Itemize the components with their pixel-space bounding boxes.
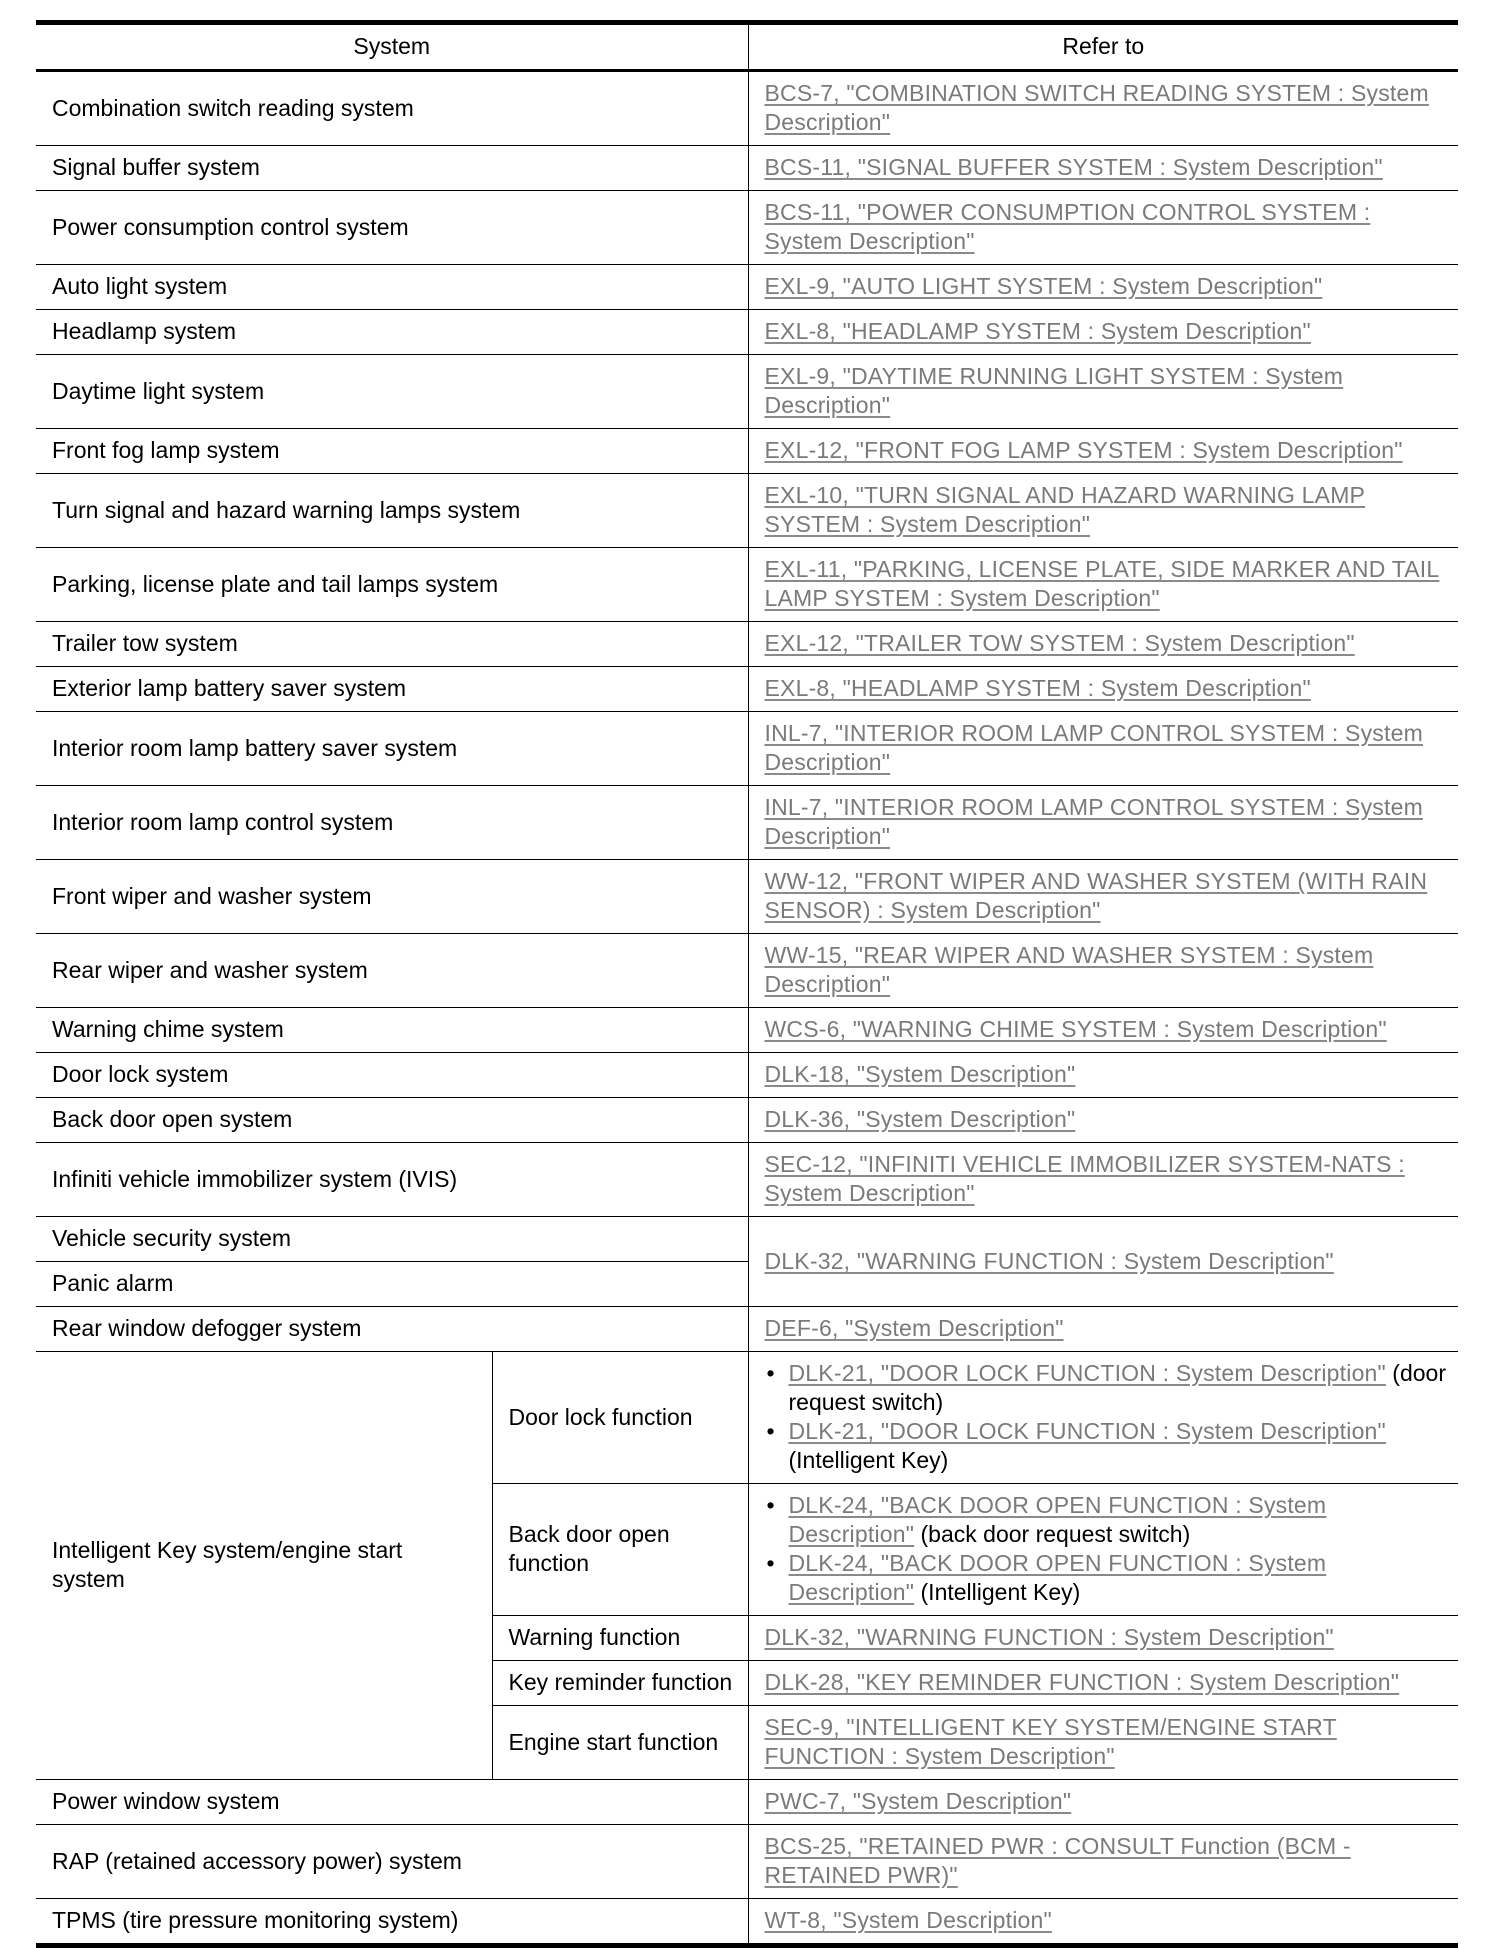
reference-link[interactable]: EXL-8, "HEADLAMP SYSTEM : System Description"	[764, 318, 1311, 344]
table-row	[36, 1307, 1458, 1352]
reference-link[interactable]: WW-12, "FRONT WIPER AND WASHER SYSTEM (WITH RAIN SENSOR) : System Description"	[764, 868, 1428, 923]
list-item	[765, 1359, 1451, 1417]
reference-link[interactable]: DLK-32, "WARNING FUNCTION : System Description"	[764, 1247, 1334, 1274]
system-name: Interior room lamp battery saver system	[36, 712, 748, 786]
function-name: Key reminder function	[492, 1661, 748, 1706]
list-item	[765, 1417, 1451, 1475]
table-row	[36, 1143, 1458, 1217]
table-row	[36, 474, 1458, 548]
reference-link[interactable]: SEC-9, "INTELLIGENT KEY SYSTEM/ENGINE START FUNCTION : System Description"	[764, 1714, 1337, 1769]
system-name: RAP (retained accessory power) system	[36, 1825, 748, 1899]
function-name: Back door open function	[492, 1484, 748, 1616]
table-row	[36, 1825, 1458, 1899]
table-row	[36, 191, 1458, 265]
function-name: Engine start function	[492, 1706, 748, 1780]
system-name: Exterior lamp battery saver system	[36, 667, 748, 712]
reference-cell	[748, 355, 1458, 429]
reference-link[interactable]: EXL-8, "HEADLAMP SYSTEM : System Description"	[764, 675, 1311, 701]
reference-link[interactable]: INL-7, "INTERIOR ROOM LAMP CONTROL SYSTEM : System Description"	[764, 720, 1423, 775]
reference-cell	[748, 1217, 1458, 1307]
reference-cell	[748, 1661, 1458, 1706]
table-body-tail	[36, 1780, 1458, 1946]
function-name: Door lock function	[492, 1352, 748, 1484]
system-name: Trailer tow system	[36, 622, 748, 667]
reference-cell	[748, 265, 1458, 310]
reference-cell	[748, 860, 1458, 934]
system-name: Back door open system	[36, 1098, 748, 1143]
reference-cell	[748, 667, 1458, 712]
reference-cell	[748, 1307, 1458, 1352]
system-name: Turn signal and hazard warning lamps system	[36, 474, 748, 548]
system-name: Interior room lamp control system	[36, 786, 748, 860]
system-name: Rear wiper and washer system	[36, 934, 748, 1008]
reference-cell	[748, 1706, 1458, 1780]
reference-link[interactable]: DLK-24, "BACK DOOR OPEN FUNCTION : System Description"	[788, 1492, 1327, 1547]
reference-link[interactable]: DLK-21, "DOOR LOCK FUNCTION : System Description"	[788, 1418, 1386, 1444]
table-row	[36, 1352, 1458, 1484]
system-name: Infiniti vehicle immobilizer system (IVIS)	[36, 1143, 748, 1217]
list-item	[765, 1549, 1451, 1607]
header-refer-to: Refer to	[748, 23, 1458, 71]
system-name: Vehicle security system	[36, 1217, 748, 1262]
table-row	[36, 71, 1458, 146]
reference-cell	[748, 622, 1458, 667]
reference-cell	[748, 548, 1458, 622]
system-name: Intelligent Key system/engine start system	[36, 1352, 492, 1780]
table-row	[36, 310, 1458, 355]
reference-note: (door request switch)	[788, 1360, 1447, 1415]
reference-cell	[748, 1484, 1458, 1616]
reference-link[interactable]: DLK-24, "BACK DOOR OPEN FUNCTION : System Description"	[788, 1550, 1327, 1605]
system-name: Door lock system	[36, 1053, 748, 1098]
table-row	[36, 1217, 1458, 1262]
table-body-groups	[36, 1217, 1458, 1780]
reference-link[interactable]: BCS-7, "COMBINATION SWITCH READING SYSTEM : System Description"	[764, 80, 1429, 135]
reference-cell	[748, 1143, 1458, 1217]
table-row	[36, 860, 1458, 934]
reference-note: (back door request switch)	[914, 1521, 1191, 1547]
reference-link[interactable]: BCS-25, "RETAINED PWR : CONSULT Function (BCM - RETAINED PWR)"	[764, 1833, 1351, 1888]
reference-link[interactable]: DLK-28, "KEY REMINDER FUNCTION : System Description"	[764, 1669, 1400, 1695]
reference-cell	[748, 1008, 1458, 1053]
reference-link[interactable]: DLK-36, "System Description"	[764, 1106, 1076, 1132]
system-name: Front wiper and washer system	[36, 860, 748, 934]
reference-link[interactable]: WT-8, "System Description"	[764, 1907, 1052, 1933]
reference-link[interactable]: DLK-21, "DOOR LOCK FUNCTION : System Description"	[788, 1360, 1386, 1386]
system-name: Warning chime system	[36, 1008, 748, 1053]
reference-cell	[748, 1053, 1458, 1098]
reference-link[interactable]: DLK-32, "WARNING FUNCTION : System Description"	[764, 1624, 1334, 1650]
reference-link[interactable]: BCS-11, "POWER CONSUMPTION CONTROL SYSTEM : System Description"	[764, 199, 1371, 254]
system-name: Headlamp system	[36, 310, 748, 355]
table-row	[36, 1008, 1458, 1053]
reference-list	[765, 1359, 1451, 1475]
reference-cell	[748, 786, 1458, 860]
system-name: Power consumption control system	[36, 191, 748, 265]
table-row	[36, 429, 1458, 474]
reference-link[interactable]: DEF-6, "System Description"	[764, 1315, 1064, 1341]
system-name: Signal buffer system	[36, 146, 748, 191]
reference-cell	[748, 712, 1458, 786]
header-system: System	[36, 23, 748, 71]
system-reference-table	[36, 20, 1458, 1948]
reference-link[interactable]: SEC-12, "INFINITI VEHICLE IMMOBILIZER SYSTEM-NATS : System Description"	[764, 1151, 1405, 1206]
reference-link[interactable]: WW-15, "REAR WIPER AND WASHER SYSTEM : System Description"	[764, 942, 1374, 997]
table-row	[36, 1780, 1458, 1825]
table-row	[36, 265, 1458, 310]
system-name: Front fog lamp system	[36, 429, 748, 474]
system-name: Rear window defogger system	[36, 1307, 748, 1352]
table-row	[36, 548, 1458, 622]
reference-cell	[748, 146, 1458, 191]
reference-cell	[748, 1098, 1458, 1143]
reference-list	[765, 1491, 1451, 1607]
system-name: Daytime light system	[36, 355, 748, 429]
reference-link[interactable]: BCS-11, "SIGNAL BUFFER SYSTEM : System Description"	[764, 154, 1383, 180]
table-row	[36, 712, 1458, 786]
table-row	[36, 934, 1458, 1008]
reference-cell	[748, 1899, 1458, 1946]
reference-link[interactable]: EXL-9, "DAYTIME RUNNING LIGHT SYSTEM : System Description"	[764, 363, 1344, 418]
reference-link[interactable]: PWC-7, "System Description"	[764, 1788, 1072, 1814]
system-name: Panic alarm	[36, 1262, 748, 1307]
reference-cell	[748, 71, 1458, 146]
reference-note: (Intelligent Key)	[914, 1579, 1081, 1605]
table-row	[36, 146, 1458, 191]
reference-cell	[748, 429, 1458, 474]
reference-link[interactable]: EXL-9, "AUTO LIGHT SYSTEM : System Description"	[764, 273, 1323, 299]
reference-link[interactable]: EXL-12, "FRONT FOG LAMP SYSTEM : System Description"	[764, 437, 1403, 463]
table-row	[36, 1899, 1458, 1946]
table-row	[36, 355, 1458, 429]
system-name: Combination switch reading system	[36, 71, 748, 146]
table-row	[36, 1098, 1458, 1143]
table-header-row	[36, 23, 1458, 71]
system-name: Parking, license plate and tail lamps system	[36, 548, 748, 622]
table-body	[36, 71, 1458, 1217]
reference-link[interactable]: INL-7, "INTERIOR ROOM LAMP CONTROL SYSTEM : System Description"	[764, 794, 1423, 849]
reference-link[interactable]: EXL-11, "PARKING, LICENSE PLATE, SIDE MARKER AND TAIL LAMP SYSTEM : System Description"	[764, 556, 1440, 611]
reference-link[interactable]: EXL-12, "TRAILER TOW SYSTEM : System Description"	[764, 630, 1355, 656]
reference-note: (Intelligent Key)	[788, 1447, 949, 1473]
system-name: Auto light system	[36, 265, 748, 310]
reference-cell	[748, 1825, 1458, 1899]
list-item	[765, 1491, 1451, 1549]
reference-link[interactable]: DLK-18, "System Description"	[764, 1061, 1076, 1087]
reference-cell	[748, 474, 1458, 548]
reference-link[interactable]: EXL-10, "TURN SIGNAL AND HAZARD WARNING LAMP SYSTEM : System Description"	[764, 482, 1366, 537]
reference-cell	[748, 1352, 1458, 1484]
system-name: TPMS (tire pressure monitoring system)	[36, 1899, 748, 1946]
reference-cell	[748, 1616, 1458, 1661]
reference-cell	[748, 934, 1458, 1008]
table-row	[36, 786, 1458, 860]
function-name: Warning function	[492, 1616, 748, 1661]
table-row	[36, 622, 1458, 667]
reference-cell	[748, 191, 1458, 265]
table-row	[36, 667, 1458, 712]
table-row	[36, 1053, 1458, 1098]
system-name: Power window system	[36, 1780, 748, 1825]
reference-cell	[748, 310, 1458, 355]
reference-cell	[748, 1780, 1458, 1825]
reference-link[interactable]: WCS-6, "WARNING CHIME SYSTEM : System Description"	[764, 1016, 1387, 1042]
